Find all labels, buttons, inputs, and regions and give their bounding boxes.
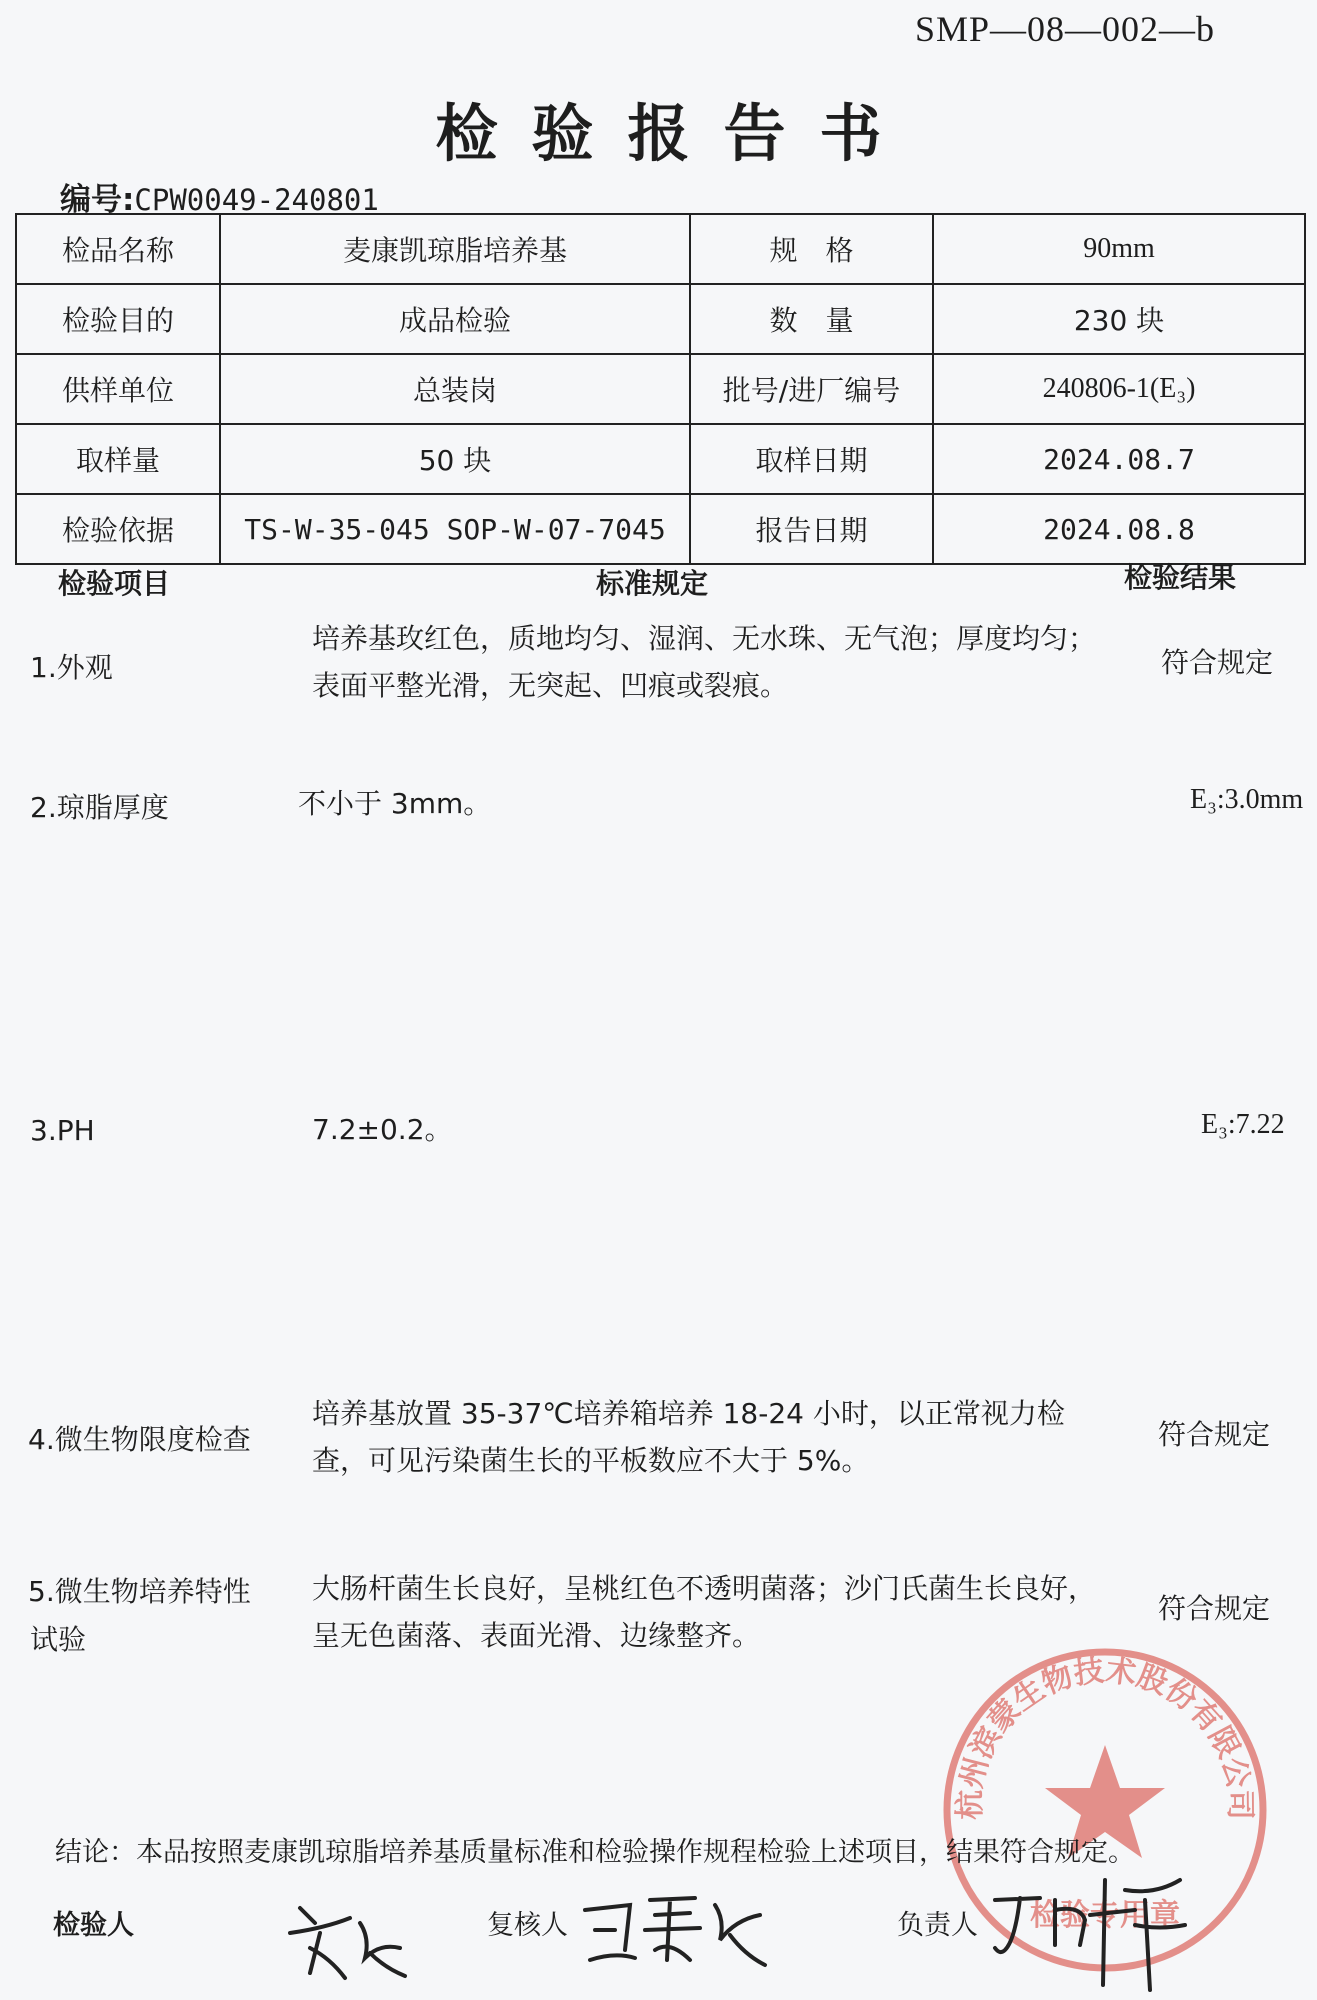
info-value: 总装岗 [220,354,690,424]
table-row [16,284,1305,354]
item-result: E₃:7.22 [1201,1109,1285,1140]
table-row [16,494,1305,564]
info-value: 240806-1(E₃) [933,354,1305,424]
info-value: 成品检验 [220,284,690,354]
info-label: 数 量 [690,284,933,354]
info-table [15,213,1306,565]
stamp-text: 杭州滨蒙生物技术股份有限公司 [952,1653,1258,1820]
info-value: 230 块 [933,284,1305,354]
table-row [16,214,1305,284]
conclusion: 结论：本品按照麦康凯琼脂培养基质量标准和检验操作规程检验上述项目，结果符合规定。 [55,1837,1135,1868]
report-title: 检验报告书 [435,97,916,170]
item-standard: 培养基放置 35-37℃培养箱培养 18-24 小时，以正常视力检查，可见污染菌生长的平板数应不大于 5%。 [312,1397,1065,1477]
table-row [16,424,1305,494]
inspector-label: 检验人 [53,1910,134,1941]
info-value: 2024.08.8 [933,494,1305,564]
item-name: 3.PH [30,1114,95,1147]
item-result: E₃:3.0mm [1190,784,1304,815]
responsible-signature [985,1870,1195,1995]
item-standard: 大肠杆菌生长良好，呈桃红色不透明菌落；沙门氏菌生长良好，呈无色菌落、表面光滑、边缘整齐。 [312,1572,1097,1652]
item-name: 2.琼脂厚度 [30,791,169,824]
document-code: SMP—08—002—b [914,9,1215,49]
info-label: 检验依据 [16,494,220,564]
info-label: 供样单位 [16,354,220,424]
report-number-label: 编号: [60,182,135,218]
item-name: 5.微生物培养特性 [28,1575,251,1608]
reviewer-label: 复核人 [487,1910,568,1941]
stamp-bottom-text: 检验专用章 [1030,1898,1180,1933]
header-standard: 标准规定 [596,567,709,600]
item-standard: 不小于 3mm。 [298,787,492,820]
info-value: TS-W-35-045 SOP-W-07-7045 [220,494,690,564]
info-label: 检验目的 [16,284,220,354]
item-standard: 培养基玫红色，质地均匀、湿润、无水珠、无气泡；厚度均匀；表面平整光滑，无突起、凹痕或裂痕。 [312,622,1097,702]
responsible-label: 负责人 [897,1910,978,1941]
info-label: 取样量 [16,424,220,494]
info-value: 麦康凯琼脂培养基 [220,214,690,284]
inspector-signature [270,1888,420,1988]
info-label: 报告日期 [690,494,933,564]
info-label: 规 格 [690,214,933,284]
info-label: 检品名称 [16,214,220,284]
header-item: 检验项目 [58,567,171,600]
item-result: 符合规定 [1158,1418,1271,1451]
info-label: 取样日期 [690,424,933,494]
reviewer-signature [575,1880,775,1980]
info-value: 90mm [933,214,1305,284]
item-standard: 7.2±0.2。 [312,1113,453,1146]
info-value: 50 块 [220,424,690,494]
item-name: 1.外观 [30,651,113,684]
item-name-cont: 试验 [30,1623,87,1656]
table-row [16,354,1305,424]
header-result: 检验结果 [1124,561,1237,594]
item-result: 符合规定 [1158,1592,1271,1625]
report-number-value: CPW0049-240801 [134,183,379,217]
info-value: 2024.08.7 [933,424,1305,494]
info-label: 批号/进厂编号 [690,354,933,424]
item-name: 4.微生物限度检查 [28,1423,251,1456]
item-result: 符合规定 [1161,646,1274,679]
